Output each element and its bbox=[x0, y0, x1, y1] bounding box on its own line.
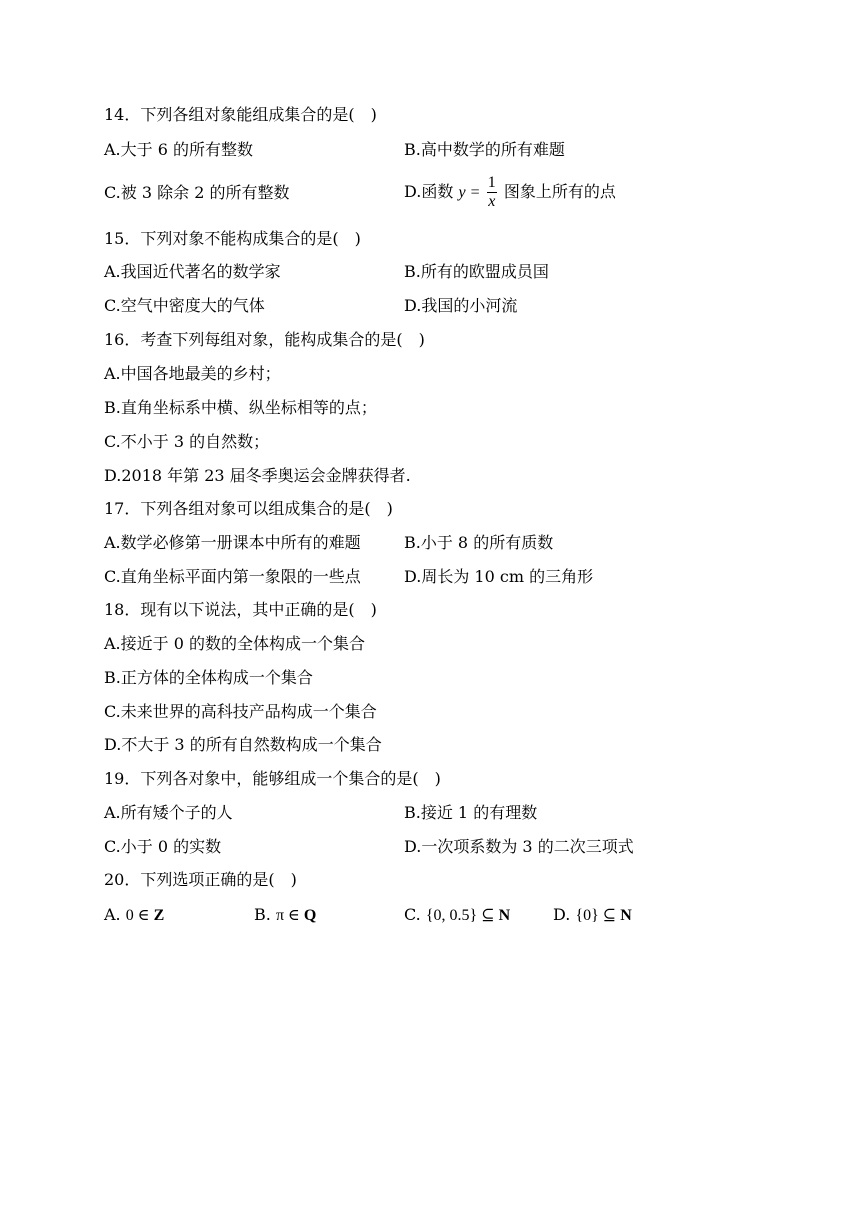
question-18-option-b: B.正方体的全体构成一个集合 bbox=[104, 668, 313, 687]
question-16-option-d: D.2018 年第 23 届冬季奥运会金牌获得者. bbox=[104, 466, 411, 485]
fraction-numerator: 1 bbox=[487, 174, 496, 191]
question-20-option-d bbox=[553, 904, 632, 927]
question-19-option-a: A.所有矮个子的人 bbox=[104, 803, 233, 822]
math-set-symbol: Z bbox=[153, 907, 165, 924]
question-17-option-d: D.周长为 10 cm 的三角形 bbox=[404, 567, 594, 586]
question-18-option-a: A.接近于 0 的数的全体构成一个集合 bbox=[104, 634, 365, 653]
question-20-option-a bbox=[104, 904, 164, 927]
math-variable-y: y bbox=[458, 184, 466, 201]
question-14-option-c: C.被 3 除余 2 的所有整数 bbox=[104, 183, 290, 202]
question-15-option-c: C.空气中密度大的气体 bbox=[104, 296, 265, 315]
math-expression: 0 ∈ bbox=[125, 907, 154, 924]
fraction-one-over-x bbox=[487, 174, 497, 211]
question-18-option-c: C.未来世界的高科技产品构成一个集合 bbox=[104, 702, 377, 721]
math-equals: = bbox=[470, 184, 480, 201]
question-19-option-b: B.接近 1 的有理数 bbox=[404, 803, 538, 822]
math-expression: {0, 0.5} ⊆ bbox=[425, 907, 499, 924]
math-set-symbol: N bbox=[620, 907, 632, 924]
option-label: A. bbox=[104, 905, 121, 924]
option-label: B. bbox=[254, 905, 271, 924]
question-16-option-a: A.中国各地最美的乡村； bbox=[104, 364, 281, 383]
question-20-option-b bbox=[254, 904, 316, 927]
question-14-option-d-tail: 图象上所有的点 bbox=[503, 182, 616, 201]
question-15-option-b: B.所有的欧盟成员国 bbox=[404, 262, 549, 281]
question-19-option-c: C.小于 0 的实数 bbox=[104, 837, 222, 856]
math-expression: {0} ⊆ bbox=[575, 907, 621, 924]
question-14-option-b: B.高中数学的所有难题 bbox=[404, 140, 565, 159]
question-17-option-b: B.小于 8 的所有质数 bbox=[404, 533, 554, 552]
question-20-stem: 20．下列选项正确的是( ) bbox=[104, 870, 297, 889]
math-set-symbol: N bbox=[498, 907, 511, 924]
question-17-option-a: A.数学必修第一册课本中所有的难题 bbox=[104, 533, 361, 552]
question-14-option-a: A.大于 6 的所有整数 bbox=[104, 140, 253, 159]
question-18-option-d: D.不大于 3 的所有自然数构成一个集合 bbox=[104, 735, 382, 754]
question-14-option-d bbox=[404, 172, 616, 213]
question-18-stem: 18．现有以下说法，其中正确的是( ) bbox=[104, 600, 377, 619]
question-15-option-d: D.我国的小河流 bbox=[404, 296, 518, 315]
question-20-option-c bbox=[404, 904, 510, 927]
fraction-denominator: x bbox=[488, 193, 496, 210]
question-14-stem: 14．下列各组对象能组成集合的是( ) bbox=[104, 105, 377, 124]
question-15-option-a: A.我国近代著名的数学家 bbox=[104, 262, 281, 281]
question-17-option-c: C.直角坐标平面内第一象限的一些点 bbox=[104, 567, 361, 586]
question-16-stem: 16．考查下列每组对象，能构成集合的是( ) bbox=[104, 330, 425, 349]
question-15-stem: 15．下列对象不能构成集合的是( ) bbox=[104, 229, 361, 248]
option-label: C. bbox=[404, 905, 421, 924]
math-expression: π ∈ bbox=[275, 907, 304, 924]
option-label: D. bbox=[553, 905, 571, 924]
question-16-option-c: C.不小于 3 的自然数； bbox=[104, 432, 270, 451]
question-17-stem: 17．下列各组对象可以组成集合的是( ) bbox=[104, 499, 393, 518]
question-19-option-d: D.一次项系数为 3 的二次三项式 bbox=[404, 837, 634, 856]
question-19-stem: 19．下列各对象中，能够组成一个集合的是( ) bbox=[104, 769, 441, 788]
math-set-symbol: Q bbox=[303, 907, 317, 924]
question-14-option-d-label: D.函数 bbox=[404, 182, 454, 201]
question-16-option-b: B.直角坐标系中横、纵坐标相等的点； bbox=[104, 398, 377, 417]
